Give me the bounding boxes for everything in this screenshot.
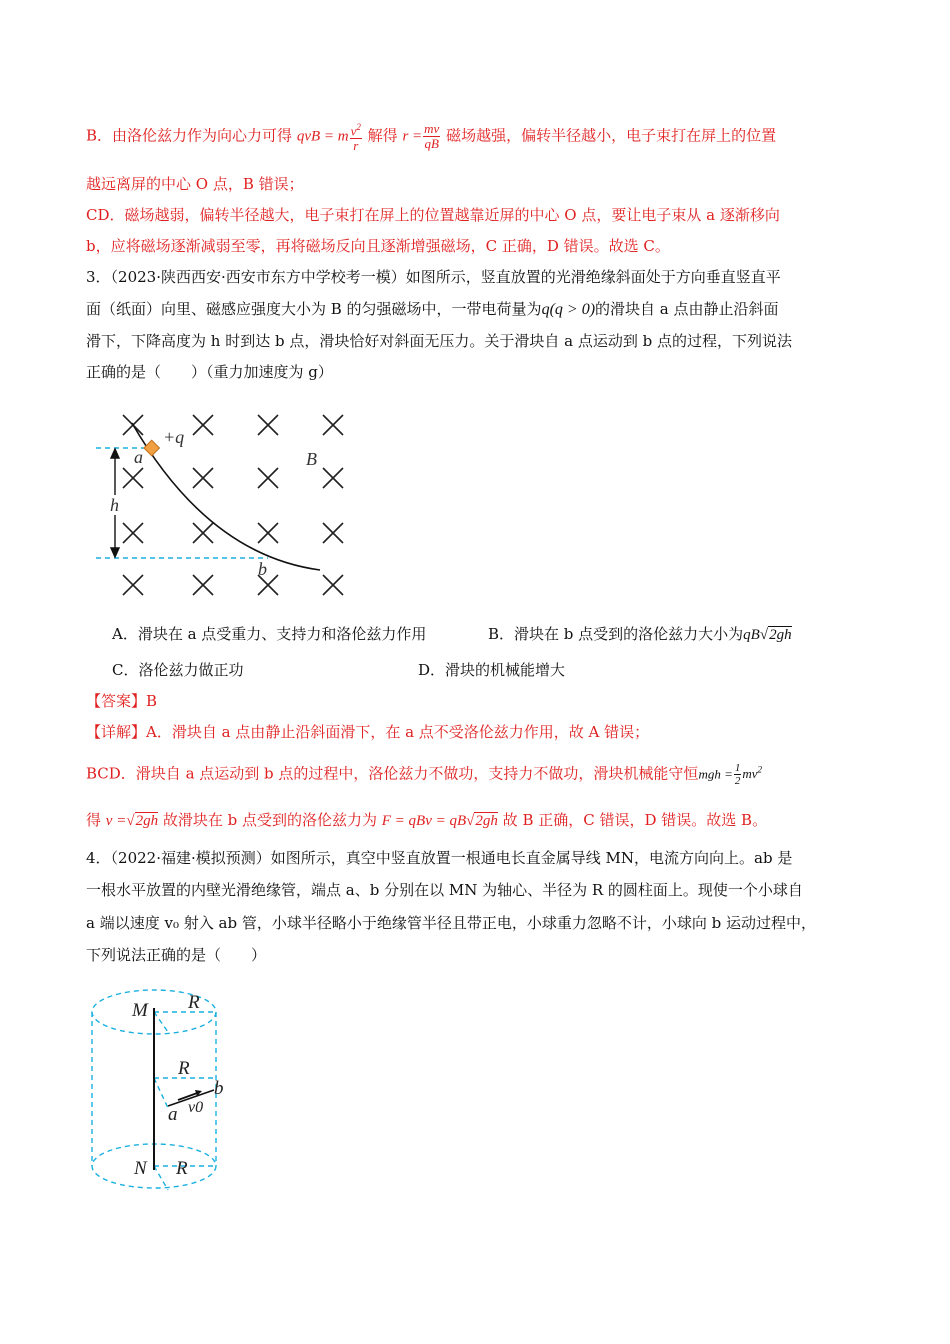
formula-mgh: mgh =	[698, 766, 733, 782]
formula-f-qbv: F = qBv = qB√2gh	[381, 813, 498, 829]
label-b: b	[214, 1078, 224, 1099]
q4-stem-line4: 下列说法正确的是（ ）	[86, 946, 267, 964]
q3-stem-line2	[86, 299, 779, 320]
q3-stem-line4: 正确的是（ ）（重力加速度为 g）	[86, 363, 333, 381]
q3-option-a: A．滑块在 a 点受重力、支持力和洛伦兹力作用	[112, 625, 427, 643]
q2-b-mid: 解得	[367, 126, 398, 145]
formula-v-sqrt2gh: v =√2gh	[105, 813, 159, 829]
label-h: h	[110, 495, 119, 515]
formula-mv2: $mv^2$	[742, 765, 763, 782]
label-plus-q: +q	[163, 427, 185, 447]
q2-b-text: B．由洛伦兹力作为向心力可得	[86, 126, 293, 145]
q3-option-d: D．滑块的机械能增大	[418, 661, 566, 679]
formula-v2-over-r: $\frac{v^2}{r}$	[350, 122, 361, 154]
curved-slope	[132, 423, 320, 570]
formula-q-positive: q(q > 0)	[541, 301, 596, 318]
q3-detail-bcd-line1	[86, 760, 762, 787]
q4-stem-line3: a 端以速度 v₀ 射入 ab 管，小球半径略小于绝缘管半径且带正电，小球重力忽略不计，小球向 b 运动过程中，	[86, 914, 816, 932]
q3-figure	[88, 405, 368, 610]
slider-block	[144, 440, 160, 456]
formula-half: $\frac{1}{2}$	[734, 761, 741, 787]
q2-option-b-line1	[86, 120, 776, 153]
label-R-mid: R	[178, 1058, 190, 1079]
q3-bcd2-mid: 故滑块在 b 点受到的洛伦兹力为	[162, 811, 377, 829]
formula-r: r =	[402, 128, 423, 145]
q3-bcd-text: BCD．滑块自 a 点运动到 b 点的过程中，洛伦兹力不做功，支持力不做功，滑块机械能守恒	[86, 764, 699, 783]
q2-b-post: 磁场越强，偏转半径越小，电子束打在屏上的位置	[446, 126, 777, 145]
q3-bcd2-pre: 得	[86, 811, 102, 829]
label-R-bottom: R	[176, 1158, 188, 1179]
q2-option-cd-line1: CD．磁场越弱，偏转半径越大，电子束打在屏上的位置越靠近屏的中心 O 点，要让电子束从 a 逐渐移向	[86, 206, 780, 224]
label-v0: v0	[188, 1099, 204, 1116]
q3-answer: 【答案】B	[86, 692, 158, 710]
q3-option-c: C．洛伦兹力做正功	[112, 661, 244, 679]
label-B: B	[306, 449, 317, 469]
label-N: N	[134, 1158, 147, 1179]
label-M: M	[132, 1000, 148, 1021]
formula-mv-over-qb: $\frac{mv}{qB}$	[424, 121, 440, 152]
q3-line2-post: 的滑块自 a 点由静止沿斜面	[595, 300, 779, 318]
label-a: a	[134, 447, 143, 467]
label-b: b	[258, 559, 267, 579]
q3-bcd2-post: 故 B 正确，C 错误，D 错误。故选 B。	[502, 811, 768, 829]
formula-qvb: qvB = m	[296, 128, 349, 145]
q2-option-b-line2: 越远离屏的中心 O 点，B 错误；	[86, 175, 304, 193]
q4-figure	[88, 980, 248, 1200]
q3-line2-pre: 面（纸面）向里、磁感应强度大小为 B 的匀强磁场中，一带电荷量为	[86, 300, 542, 318]
q3-detail-a: 【详解】A．滑块自 a 点由静止沿斜面滑下，在 a 点不受洛伦兹力作用，故 A 错误；	[86, 723, 650, 741]
q3-option-b	[488, 624, 792, 645]
q2-option-cd-line2: b，应将磁场逐渐减弱至零，再将磁场反向且逐渐增强磁场，C 正确，D 错误。故选 C。	[86, 237, 670, 255]
q3-detail-bcd-line2	[86, 810, 767, 831]
q3-option-b-text: B．滑块在 b 点受到的洛伦兹力大小为	[488, 625, 744, 643]
label-R-top: R	[188, 992, 200, 1013]
q4-stem-line1: 4．（2022·福建·模拟预测）如图所示，真空中竖直放置一根通电长直金属导线 MN，电流方向向上。ab 是	[86, 849, 793, 867]
label-a: a	[168, 1104, 178, 1125]
q3-stem-line1: 3．（2023·陕西西安·西安市东方中学校考一模）如图所示，竖直放置的光滑绝缘斜面处于方向垂直竖直平	[86, 268, 781, 286]
formula-qb-sqrt2gh: qB√2gh	[743, 627, 792, 643]
q3-stem-line3: 滑下，下降高度为 h 时到达 b 点，滑块恰好对斜面无压力。关于滑块自 a 点运动到 b 点的过程，下列说法	[86, 332, 792, 350]
q4-stem-line2: 一根水平放置的内壁光滑绝缘管，端点 a、b 分别在以 MN 为轴心、半径为 R 的圆柱面上。现使一个小球自	[86, 881, 803, 899]
